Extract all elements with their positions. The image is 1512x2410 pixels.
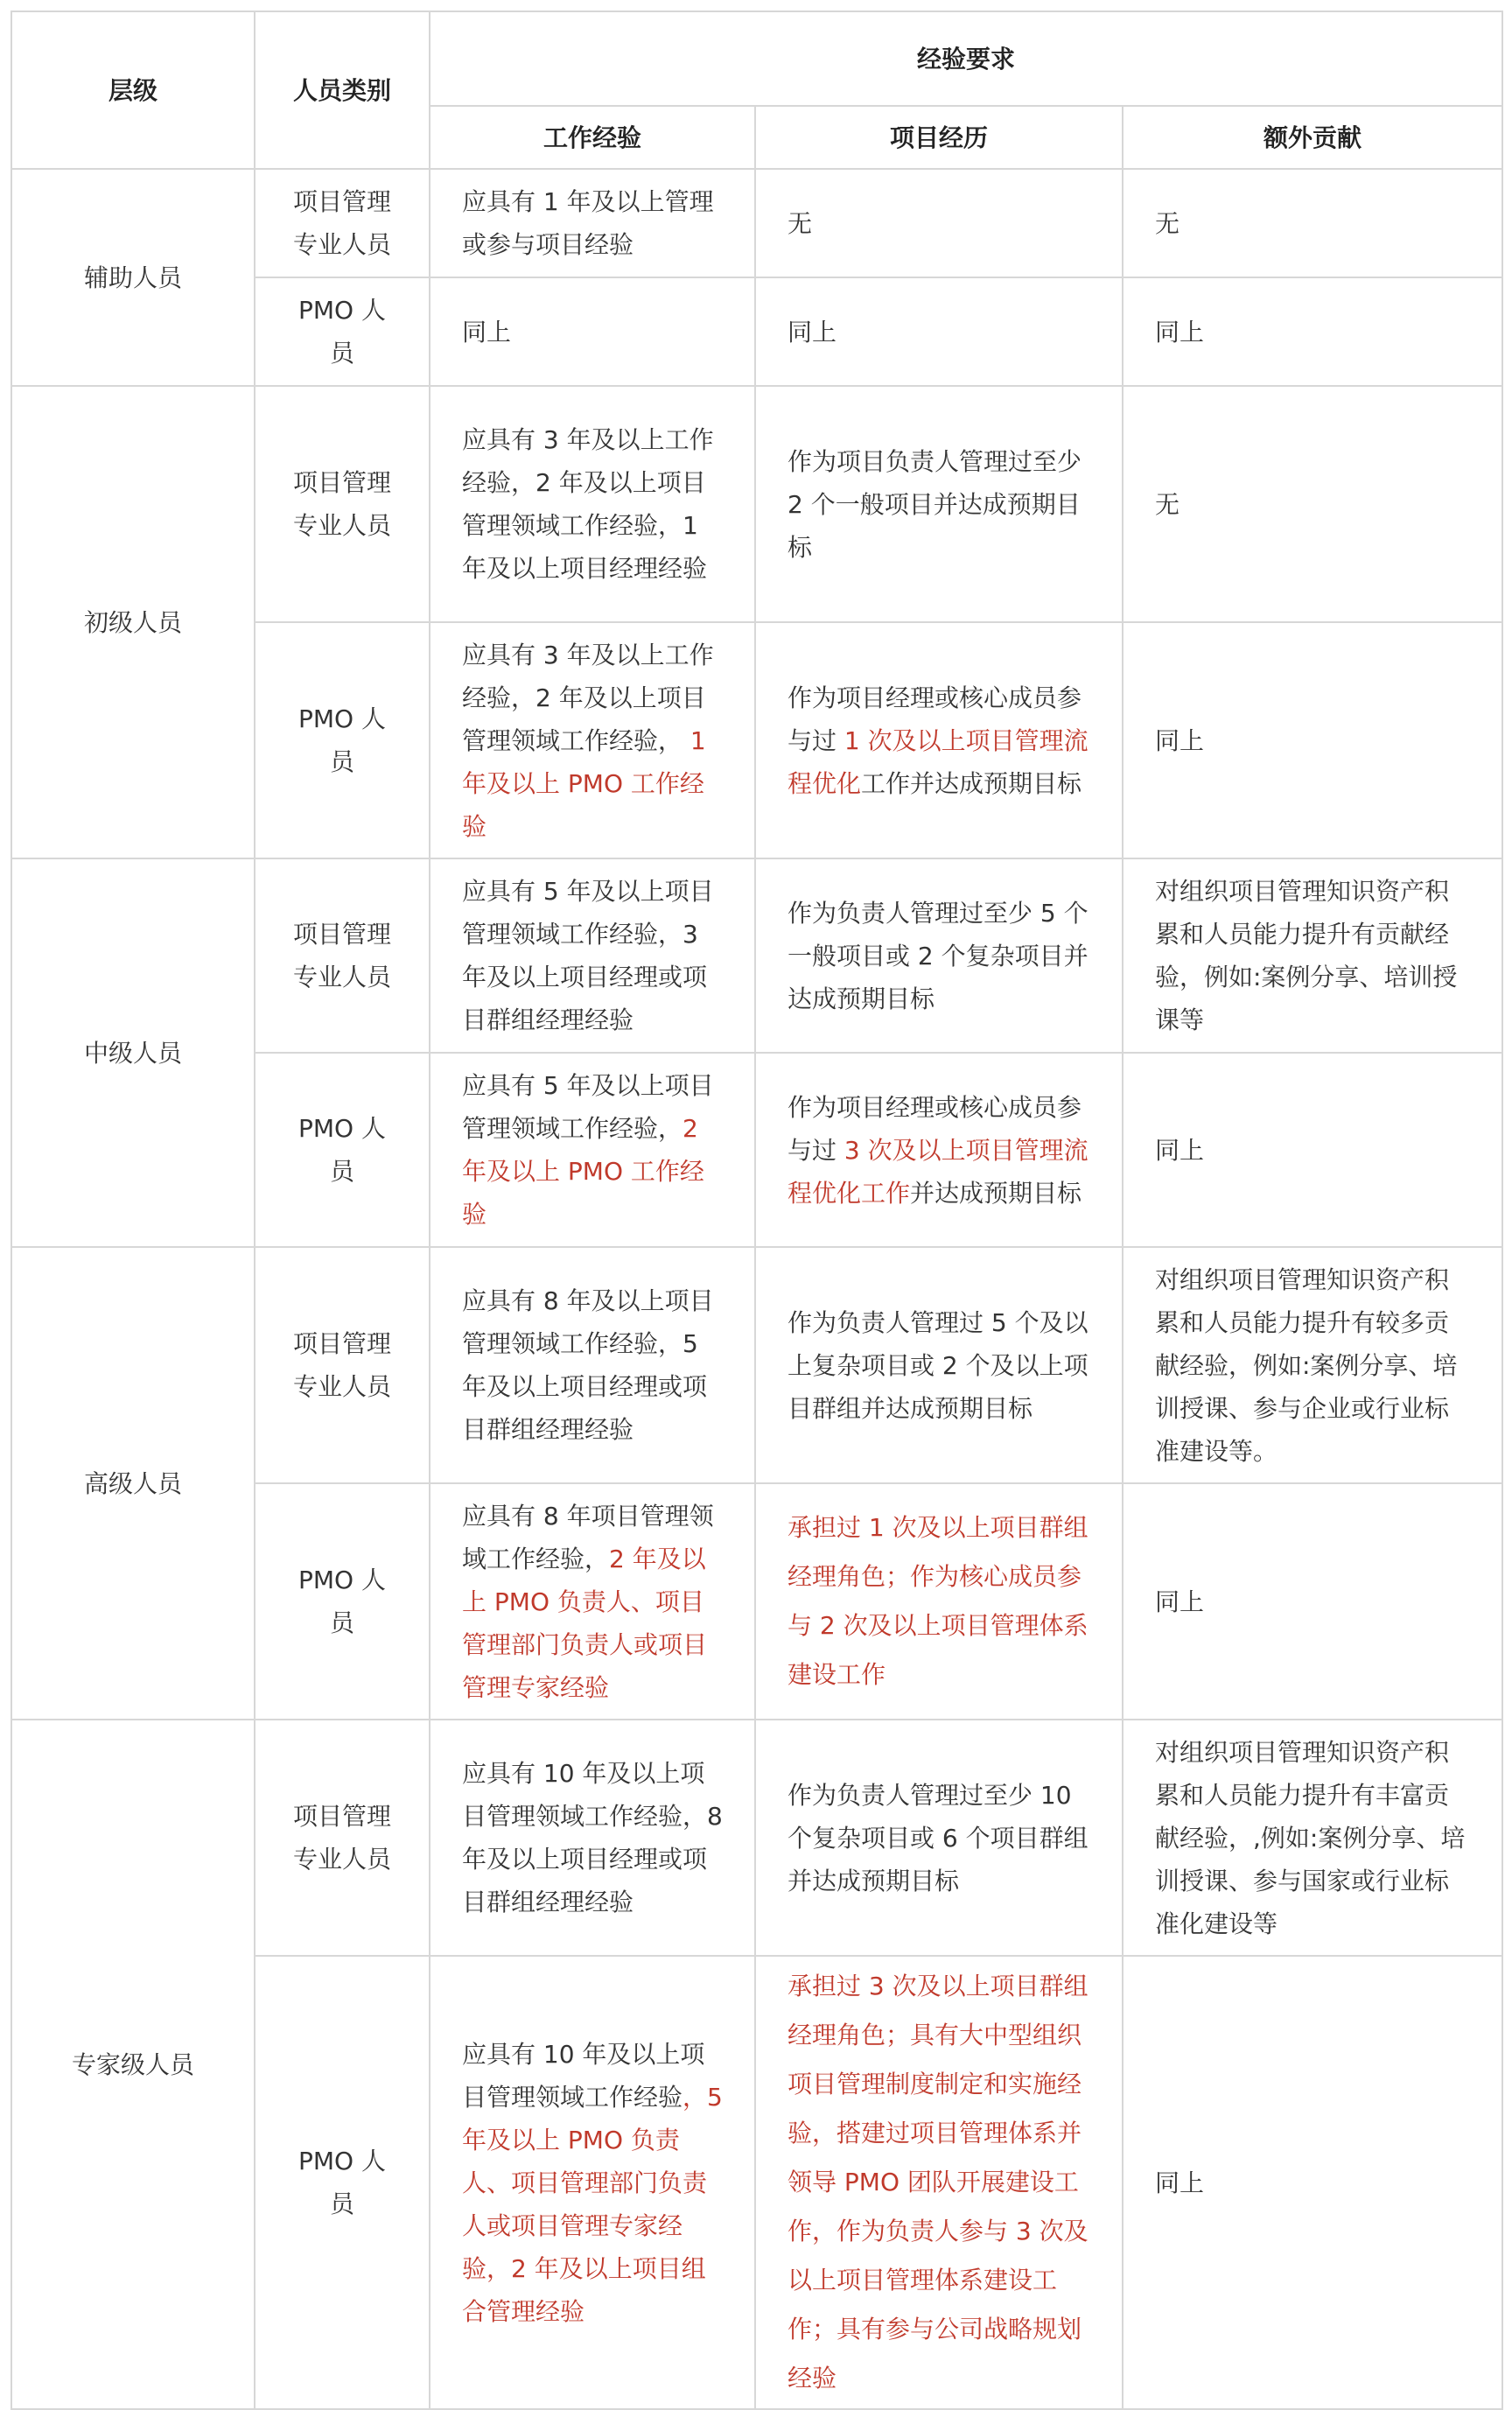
cell-text: 工作并达成预期目标 [861,768,1082,798]
table-row [11,1247,1502,1483]
extra-cell [1123,1720,1502,1956]
project-cell [755,858,1123,1053]
extra-cell [1123,277,1502,386]
cell-text: 作为项目负责人管理过至少 2 个一般项目并达成预期目标 [788,446,1082,562]
project-cell [755,169,1123,277]
cell-text: 应具有 1 年及以上管理或参与项目经验 [462,187,714,259]
level-cell: 初级人员 [11,386,255,858]
project-cell [755,1247,1123,1483]
cell-text: 同上 [1155,2168,1205,2197]
cell-text: 作为项目经理或核心成员参与过 [788,683,1082,755]
extra-cell [1123,1247,1502,1483]
project-cell [755,386,1123,622]
work-cell [430,1720,755,1956]
cell-text: 对组织项目管理知识资产积累和人员能力提升有贡献经验，例如:案例分享、培训授课等 [1155,877,1458,1034]
table-row [11,858,1502,1053]
cell-text: 作为负责人管理过至少 5 个一般项目或 2 个复杂项目并达成预期目标 [788,898,1088,1013]
project-cell [755,1053,1123,1247]
cell-text: 作为负责人管理过 5 个及以上复杂项目或 2 个及以上项目群组并达成预期目标 [788,1307,1088,1423]
table-row [11,386,1502,622]
cell-text: 对组织项目管理知识资产积累和人员能力提升有较多贡献经验，例如:案例分享、培训授课、参与企业或行业标准建设等。 [1155,1265,1458,1466]
highlighted-text: 承担过 1 次及以上项目群组经理角色；作为核心成员参与 2 次及以上项目管理体系建设工作 [788,1513,1088,1689]
category-cell: PMO 人员 [255,1956,430,2409]
cell-text: 应具有 5 年及以上项目管理领域工作经验， [462,1071,714,1143]
level-cell: 中级人员 [11,858,255,1247]
header-work: 工作经验 [430,106,755,169]
project-cell [755,1720,1123,1956]
work-cell [430,386,755,622]
work-cell [430,1956,755,2409]
category-cell: PMO 人员 [255,1483,430,1720]
cell-text: 无 [788,208,813,238]
highlighted-text: 3 次及以上项目管理流程优化工作 [788,1135,1088,1208]
cell-text: 对组织项目管理知识资产积累和人员能力提升有丰富贡献经验，,例如:案例分享、培训授课、参与国家或行业标准化建设等 [1155,1737,1466,1938]
category-cell: 项目管理专业人员 [255,169,430,277]
category-cell: PMO 人员 [255,277,430,386]
project-cell [755,1956,1123,2409]
project-cell [755,622,1123,858]
level-cell: 辅助人员 [11,169,255,386]
extra-cell [1123,622,1502,858]
extra-cell [1123,386,1502,622]
work-cell [430,858,755,1053]
cell-text: 作为负责人管理过至少 10 个复杂项目或 6 个项目群组并达成预期目标 [788,1780,1088,1895]
cell-text: 无 [1155,208,1180,238]
cell-text: 同上 [1155,1587,1205,1616]
cell-text: 应具有 8 年项目管理领域工作经验， [462,1501,714,1573]
work-cell [430,1053,755,1247]
header-category: 人员类别 [255,11,430,169]
highlighted-text: 2 年及以上 PMO 工作经验 [462,1114,704,1229]
cell-text: 应具有 8 年及以上项目管理领域工作经验，5 年及以上项目经理或项目群组经理经验 [462,1286,714,1444]
cell-text: 应具有 10 年及以上项目管理领域工作经验，8 年及以上项目经理或项目群组经理经验 [462,1759,723,1916]
project-cell [755,277,1123,386]
category-cell: 项目管理专业人员 [255,1720,430,1956]
work-cell [430,1483,755,1720]
work-cell [430,169,755,277]
experience-requirements-table [10,11,1503,2410]
cell-text: 应具有 3 年及以上工作经验，2 年及以上项目管理领域工作经验，1 年及以上项目经理经验 [462,425,714,583]
category-cell: 项目管理专业人员 [255,858,430,1053]
level-cell: 专家级人员 [11,1720,255,2409]
level-cell: 高级人员 [11,1247,255,1720]
cell-text: 同上 [1155,725,1205,755]
extra-cell [1123,169,1502,277]
cell-text: 同上 [1155,317,1205,347]
cell-text: 并达成预期目标 [910,1178,1082,1208]
work-cell [430,622,755,858]
highlighted-text: 2 年及以上 PMO 负责人、项目管理部门负责人或项目管理专家经验 [462,1544,708,1702]
cell-text: 无 [1155,489,1180,519]
extra-cell [1123,1956,1502,2409]
header-level: 层级 [11,11,255,169]
extra-cell [1123,1053,1502,1247]
table-row [11,1720,1502,1956]
work-cell [430,1247,755,1483]
highlighted-text: 1 次及以上项目管理流程优化 [788,725,1088,798]
cell-text: 应具有 5 年及以上项目管理领域工作经验，3 年及以上项目经理或项目群组经理经验 [462,877,714,1034]
category-cell: 项目管理专业人员 [255,1247,430,1483]
category-cell: 项目管理专业人员 [255,386,430,622]
cell-text: 应具有 3 年及以上工作经验，2 年及以上项目管理领域工作经验， [462,640,714,755]
header-extra: 额外贡献 [1123,106,1502,169]
cell-text: 同上 [788,317,837,347]
category-cell: PMO 人员 [255,1053,430,1247]
cell-text: 同上 [1155,1135,1205,1165]
requirements-table-wrapper [10,11,1502,2410]
extra-cell [1123,858,1502,1053]
cell-text: 作为项目经理或核心成员参与过 [788,1092,1082,1165]
extra-cell [1123,1483,1502,1720]
table-row [11,169,1502,277]
table-body [11,169,1502,2409]
project-cell [755,1483,1123,1720]
highlighted-text: ，5 年及以上 PMO 负责人、项目管理部门负责人或项目管理专家经验，2 年及以上项目组合管理经验 [462,2082,723,2326]
cell-text: 同上 [462,317,512,347]
cell-text: 应具有 10 年及以上项目管理领域工作经验 [462,2039,705,2112]
work-cell [430,277,755,386]
header-project: 项目经历 [755,106,1123,169]
highlighted-text: 1 年及以上 PMO 工作经验 [462,725,706,841]
header-experience: 经验要求 [430,11,1502,106]
category-cell: PMO 人员 [255,622,430,858]
highlighted-text: 承担过 3 次及以上项目群组经理角色；具有大中型组织项目管理制度制定和实施经验，搭建过项目管理体系并领导 PMO 团队开展建设工作，作为负责人参与 3 次及以上项目管理体系建设工作；具有参与公司战略规划经验 [788,1972,1088,2392]
